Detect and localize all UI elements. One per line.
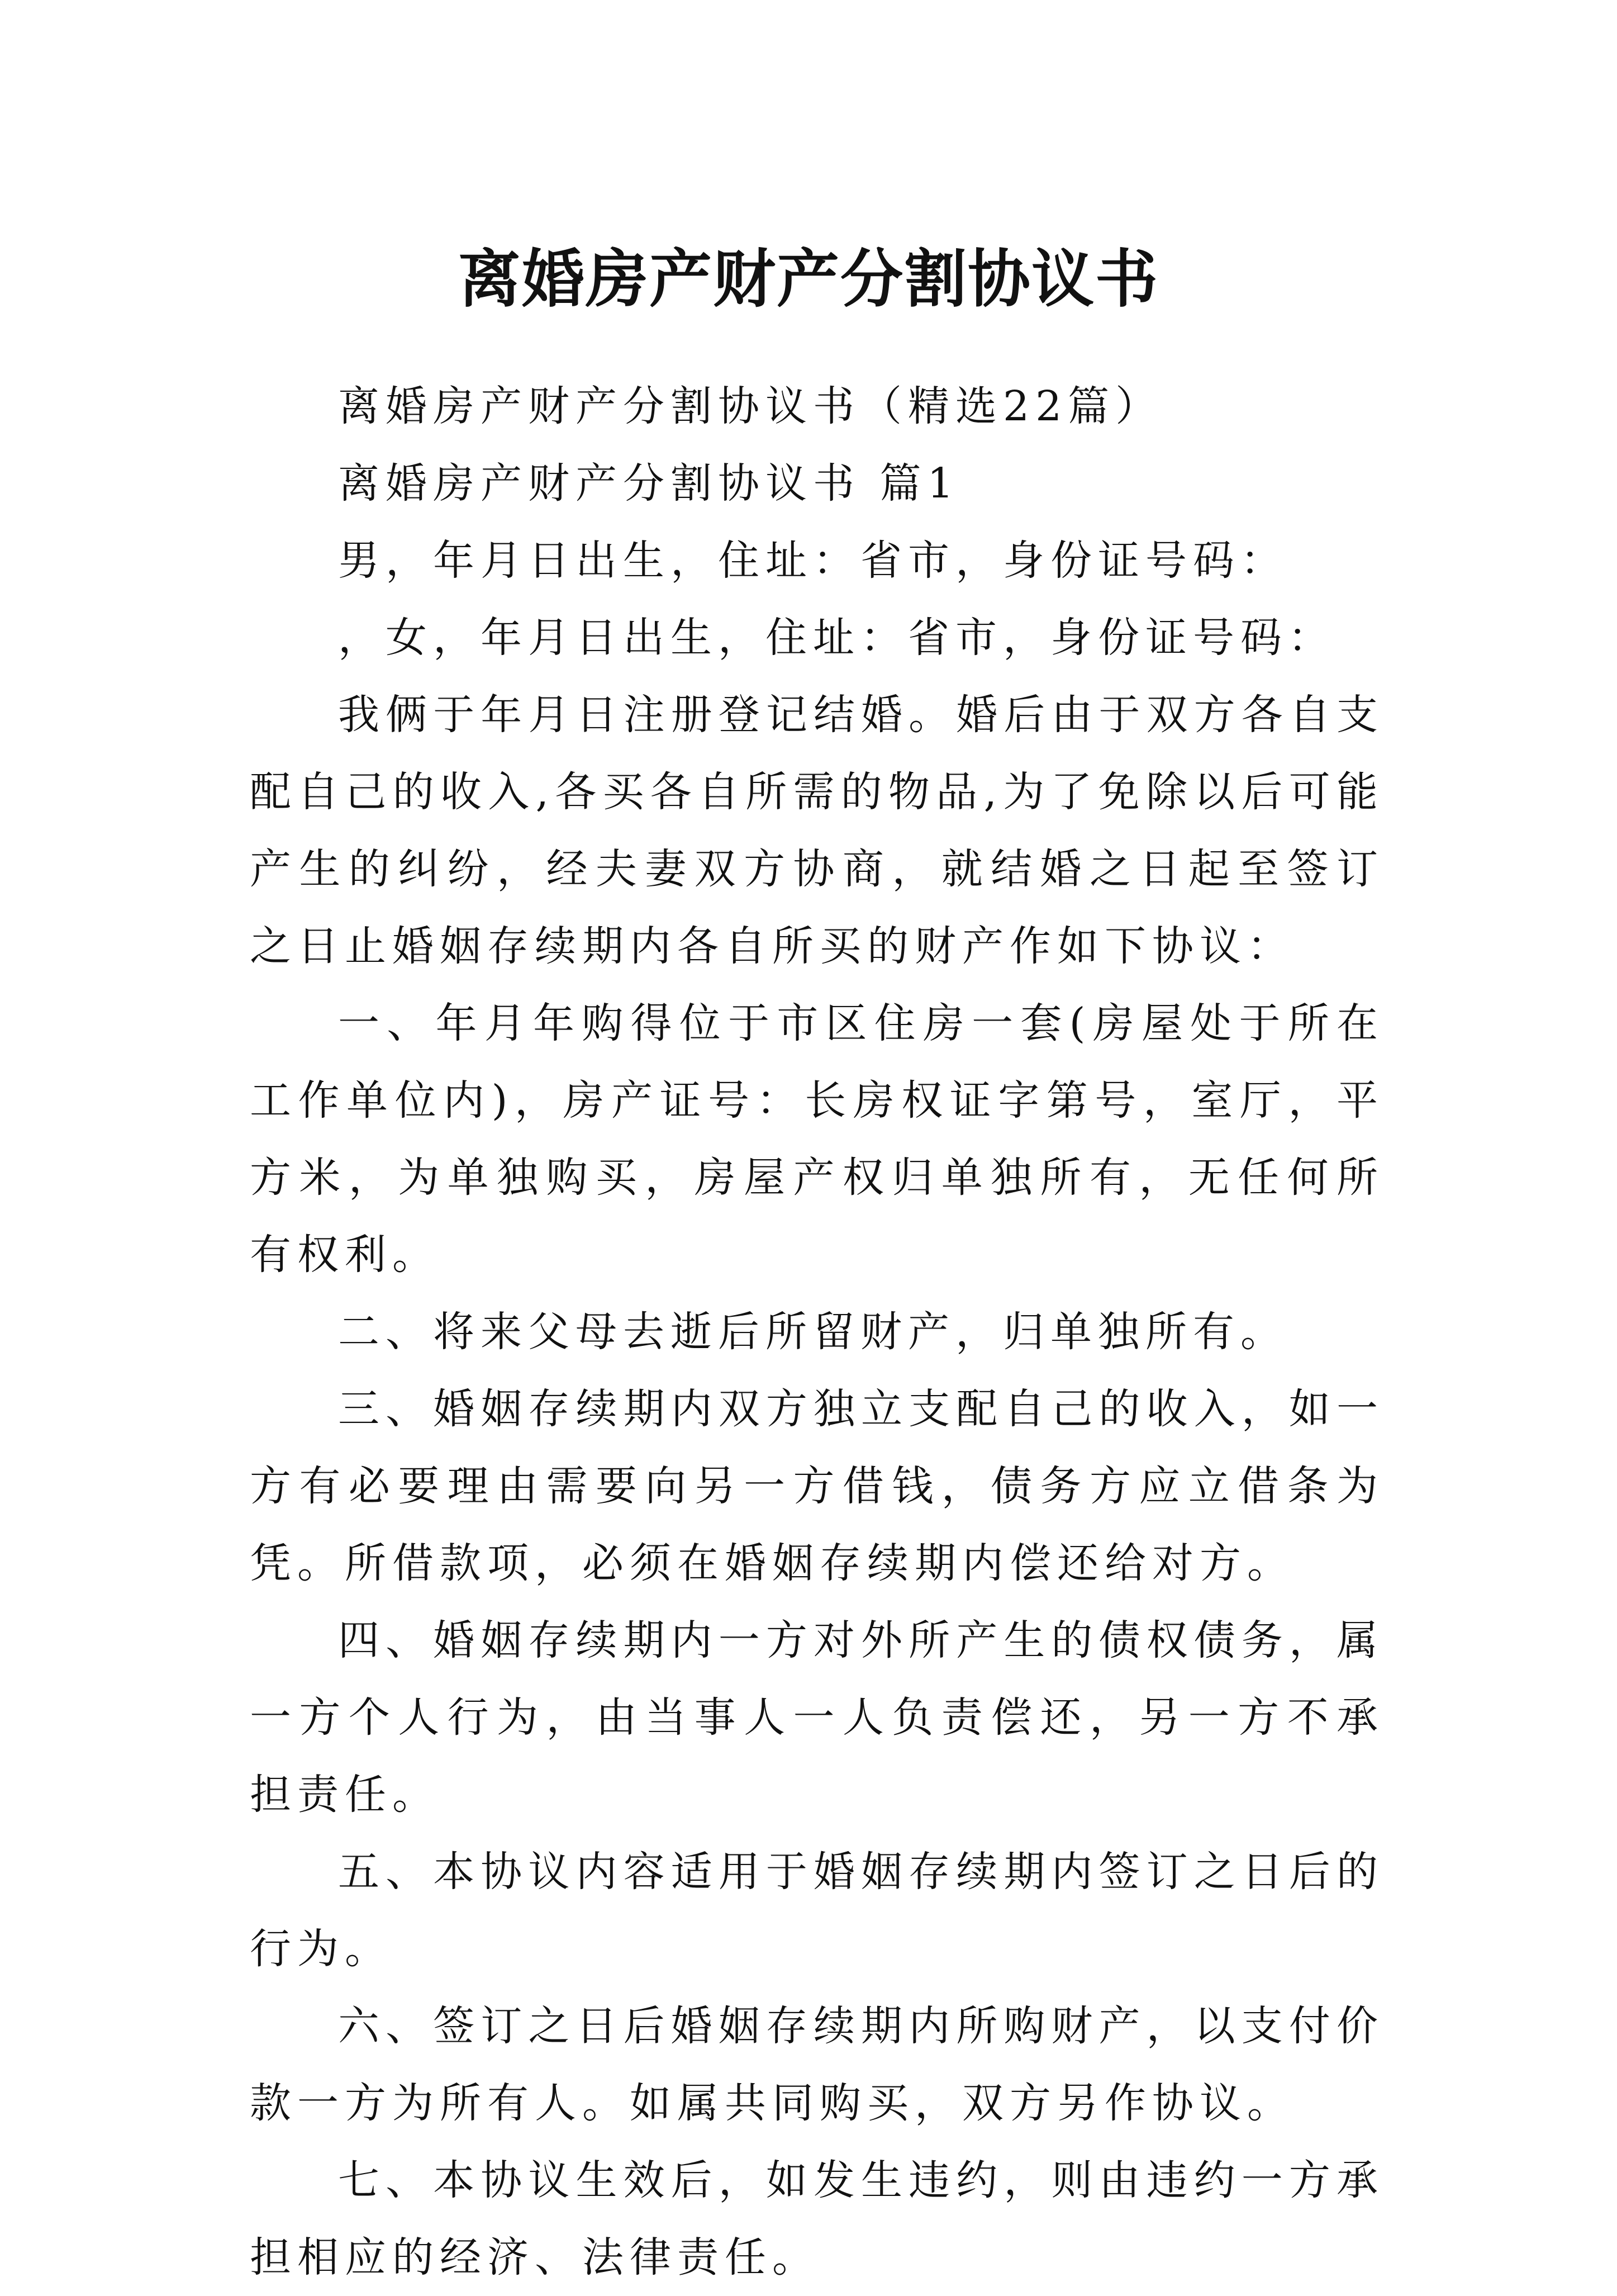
document-paragraph: 五、本协议内容适用于婚姻存续期内签订之日后的行为。 [250, 1848, 1384, 1973]
document-paragraph: ，女，年月日出生，住址：省市，身份证号码： [338, 614, 1335, 662]
document-paragraph: 六、签订之日后婚姻存续期内所购财产，以支付价款一方为所有人。如属共同购买，双方另作协议。 [250, 2002, 1384, 2127]
document-paragraph: 三、婚姻存续期内双方独立支配自己的收入，如一方有必要理由需要向另一方借钱，债务方应立借条为凭。所借款项，必须在婚姻存续期内偿还给对方。 [250, 1385, 1384, 1587]
document-paragraph: 男，年月日出生，住址：省市，身份证号码： [338, 537, 1288, 585]
document-paragraph: 二、将来父母去逝后所留财产，归单独所有。 [338, 1308, 1288, 1356]
document-paragraph: 我俩于年月日注册登记结婚。婚后由于双方各自支配自己的收入,各买各自所需的物品,为了免除以后可能产生的纠纷，经夫妻双方协商，就结婚之日起至签订之日止婚姻存续期内各自所买的财产作如下协议： [250, 691, 1384, 970]
document-paragraph: 离婚房产财产分割协议书 篇1 [338, 459, 960, 507]
document-paragraph: 一、年月年购得位于市区住房一套(房屋处于所在工作单位内)，房产证号：长房权证字第号，室厅，平方米，为单独购买，房屋产权归单独所有，无任何所有权利。 [250, 999, 1384, 1279]
document-title: 离婚房产财产分割协议书 [458, 243, 1159, 316]
document-paragraph: 离婚房产财产分割协议书（精选22篇） [338, 382, 1163, 430]
document-paragraph: 七、本协议生效后，如发生违约，则由违约一方承担相应的经济、法律责任。 [250, 2156, 1384, 2281]
document-body [250, 368, 1384, 2296]
document-paragraph: 四、婚姻存续期内一方对外所产生的债权债务，属一方个人行为，由当事人一人负责偿还，另一方不承担责任。 [250, 1616, 1384, 1819]
